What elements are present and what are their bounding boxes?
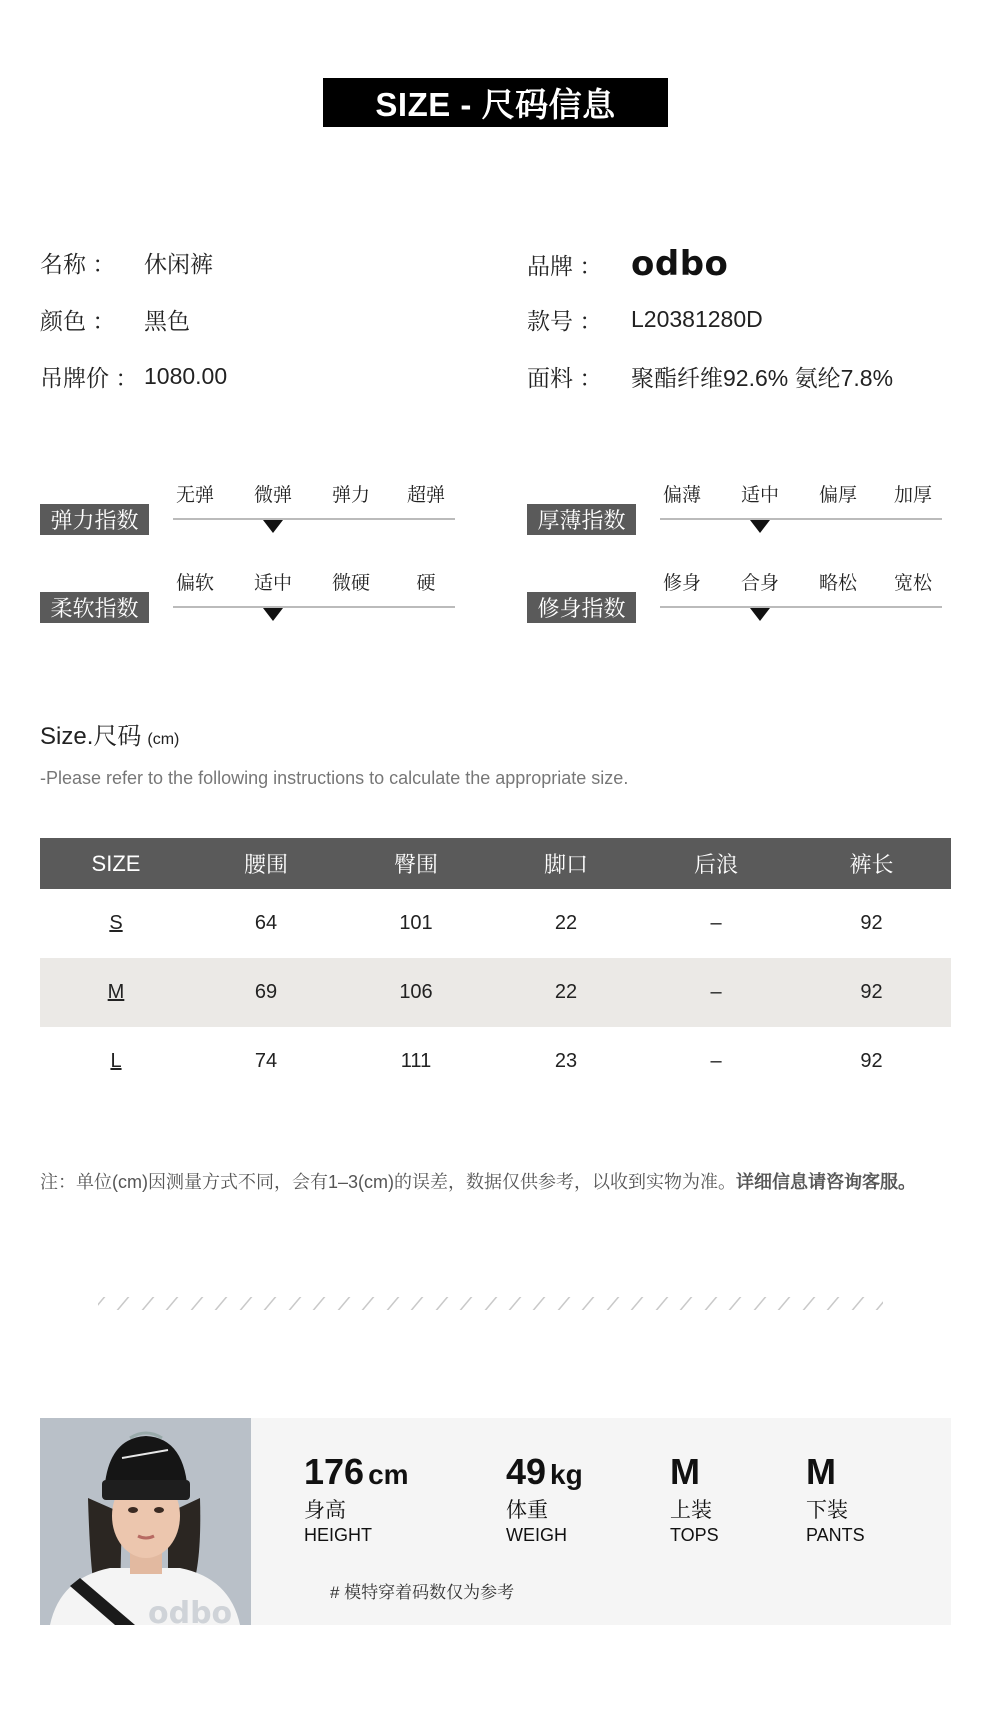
size-table-header: 腰围 <box>192 838 340 889</box>
divider-slash <box>337 1297 350 1310</box>
index-option: 微弹 <box>253 485 293 506</box>
size-unit: (cm) <box>147 731 180 748</box>
table-cell: – <box>710 1050 722 1072</box>
size-table-header: 后浪 <box>640 838 792 889</box>
model-portrait-icon <box>40 1418 251 1625</box>
divider-slash <box>460 1297 473 1310</box>
index-track <box>173 518 455 520</box>
index-track <box>660 606 942 608</box>
pants-en: PANTS <box>806 1525 865 1545</box>
index-track <box>173 606 455 608</box>
divider-slash <box>313 1297 326 1310</box>
svg-text:odbo: odbo <box>148 1596 233 1625</box>
model-weight <box>506 1451 583 1545</box>
divider-slash <box>117 1297 130 1310</box>
index-option: 弹力 <box>331 485 371 506</box>
info-name <box>40 246 213 279</box>
divider-slash <box>680 1297 693 1310</box>
weight-en: WEIGH <box>506 1525 567 1545</box>
divider-slash <box>411 1297 424 1310</box>
elasticity-index-label: 弹力指数 <box>40 504 149 535</box>
divider-slash <box>827 1297 840 1310</box>
divider-slash <box>435 1297 448 1310</box>
table-cell: 106 <box>340 958 492 1027</box>
divider-slash <box>802 1297 815 1310</box>
note-text: 注：单位(cm)因测量方式不同，会有1–3(cm)的误差，数据仅供参考，以收到实物为准。 <box>40 1172 736 1192</box>
index-option: 硬 <box>416 573 436 594</box>
size-cell: M <box>40 958 192 1027</box>
table-row <box>40 1027 951 1096</box>
weight-unit: kg <box>550 1459 583 1490</box>
size-section-title <box>40 716 179 751</box>
info-fabric <box>527 360 893 393</box>
height-value-wrap <box>304 1451 409 1492</box>
weight-value-wrap <box>506 1451 583 1492</box>
name-label: 名称 ： <box>40 251 116 277</box>
triangle-down-icon <box>750 520 770 533</box>
table-cell: 101 <box>399 912 433 934</box>
table-cell: 92 <box>860 912 883 934</box>
info-color <box>40 303 190 336</box>
elasticity-index-scale <box>173 480 455 540</box>
index-option: 偏软 <box>175 573 215 594</box>
table-cell: 92 <box>792 958 951 1027</box>
table-cell: 22 <box>554 912 578 934</box>
info-brand <box>527 244 728 284</box>
divider-slash <box>166 1297 179 1310</box>
fabric-label: 面料 ： <box>527 365 603 391</box>
size-table-header: SIZE <box>40 838 192 889</box>
table-row <box>40 958 951 1027</box>
table-cell: 23 <box>554 1050 578 1072</box>
brand-logo: odbo <box>631 244 729 284</box>
index-option: 超弹 <box>406 485 446 506</box>
divider-slash <box>509 1297 522 1310</box>
fit-index-scale <box>660 568 942 628</box>
index-option: 加厚 <box>893 485 933 506</box>
model-card <box>40 1418 951 1625</box>
price-value: 1080.00 <box>144 363 228 389</box>
index-option: 微硬 <box>331 573 371 594</box>
price-label: 吊牌价 ： <box>40 365 139 391</box>
divider-slash <box>557 1297 570 1310</box>
info-style <box>527 303 763 336</box>
divider-slash <box>876 1297 883 1310</box>
model-height <box>304 1451 409 1545</box>
weight-value: 49 <box>506 1451 547 1492</box>
divider-slash <box>215 1297 228 1310</box>
divider-slash <box>386 1297 399 1310</box>
divider-slash <box>362 1297 375 1310</box>
size-table-header: 臀围 <box>340 838 492 889</box>
color-label: 颜色 ： <box>40 308 116 334</box>
triangle-down-icon <box>263 608 283 621</box>
name-value: 休闲裤 <box>144 251 213 277</box>
model-tops <box>670 1451 719 1545</box>
size-title-text: Size.尺码 <box>40 723 142 750</box>
size-table <box>40 838 951 1096</box>
table-cell: 74 <box>254 1050 278 1072</box>
divider-slash <box>631 1297 644 1310</box>
height-en: HEIGHT <box>304 1525 373 1545</box>
size-cell: L <box>110 1050 122 1072</box>
table-cell: – <box>640 958 792 1027</box>
page-title: SIZE - 尺码信息 <box>323 78 668 127</box>
fit-index <box>527 568 952 628</box>
height-value: 176 <box>304 1451 365 1492</box>
softness-index-scale <box>173 568 455 628</box>
divider-slash <box>239 1297 252 1310</box>
divider-slash <box>190 1297 203 1310</box>
index-option: 修身 <box>662 573 702 594</box>
size-cell: S <box>109 912 123 934</box>
triangle-down-icon <box>263 520 283 533</box>
style-value: L20381280D <box>631 306 763 332</box>
tops-value: M <box>670 1451 700 1492</box>
size-table-header: 脚口 <box>492 838 640 889</box>
height-cn: 身高 <box>304 1499 346 1522</box>
divider-slash <box>141 1297 154 1310</box>
pants-value: M <box>806 1451 836 1492</box>
index-option: 偏厚 <box>818 485 858 506</box>
tops-en: TOPS <box>670 1525 719 1545</box>
divider-slash <box>655 1297 668 1310</box>
table-cell: 92 <box>860 1050 883 1072</box>
table-cell: 111 <box>400 1050 432 1072</box>
height-unit: cm <box>368 1459 409 1490</box>
elasticity-index <box>40 480 465 540</box>
thickness-index-scale <box>660 480 942 540</box>
dashed-divider <box>98 1296 883 1310</box>
info-price <box>40 360 227 393</box>
divider-slash <box>704 1297 717 1310</box>
divider-slash <box>729 1297 742 1310</box>
size-table-header: 裤长 <box>792 838 951 889</box>
divider-slash <box>606 1297 619 1310</box>
fabric-value: 聚酯纤维92.6% 氨纶7.8% <box>631 365 894 391</box>
model-photo <box>40 1418 251 1625</box>
index-option: 适中 <box>253 573 293 594</box>
softness-index <box>40 568 465 628</box>
style-label: 款号 ： <box>527 308 603 334</box>
table-row <box>40 889 951 958</box>
index-track <box>660 518 942 520</box>
table-cell: 69 <box>192 958 340 1027</box>
divider-slash <box>484 1297 497 1310</box>
divider-slash <box>533 1297 546 1310</box>
index-option: 偏薄 <box>662 485 702 506</box>
weight-cn: 体重 <box>506 1499 548 1522</box>
index-option: 合身 <box>740 573 780 594</box>
color-value: 黑色 <box>144 308 190 334</box>
index-option: 无弹 <box>175 485 215 506</box>
size-table-header-row <box>40 838 951 889</box>
divider-slash <box>753 1297 766 1310</box>
index-option: 适中 <box>740 485 780 506</box>
size-instructions: -Please refer to the following instructions to calculate the appropriate size. <box>40 768 629 788</box>
model-pants <box>806 1451 865 1545</box>
thickness-index-label: 厚薄指数 <box>527 504 636 535</box>
divider-slash <box>288 1297 301 1310</box>
index-option: 略松 <box>818 573 858 594</box>
table-cell: 22 <box>492 958 640 1027</box>
measurement-note <box>40 1168 916 1194</box>
divider-slash <box>264 1297 277 1310</box>
table-cell: 64 <box>254 912 278 934</box>
note-bold: 详细信息请咨询客服。 <box>736 1172 916 1192</box>
softness-index-label: 柔软指数 <box>40 592 149 623</box>
tops-cn: 上装 <box>670 1499 712 1522</box>
divider-slash <box>778 1297 791 1310</box>
divider-slash <box>582 1297 595 1310</box>
divider-slash <box>851 1297 864 1310</box>
thickness-index <box>527 480 952 540</box>
fit-index-label: 修身指数 <box>527 592 636 623</box>
table-cell: – <box>710 912 722 934</box>
triangle-down-icon <box>750 608 770 621</box>
brand-label: 品牌 ： <box>527 252 603 279</box>
divider-slash <box>98 1297 105 1310</box>
index-option: 宽松 <box>893 573 933 594</box>
model-note: # 模特穿着码数仅为参考 <box>330 1583 515 1602</box>
pants-cn: 下装 <box>806 1499 848 1522</box>
